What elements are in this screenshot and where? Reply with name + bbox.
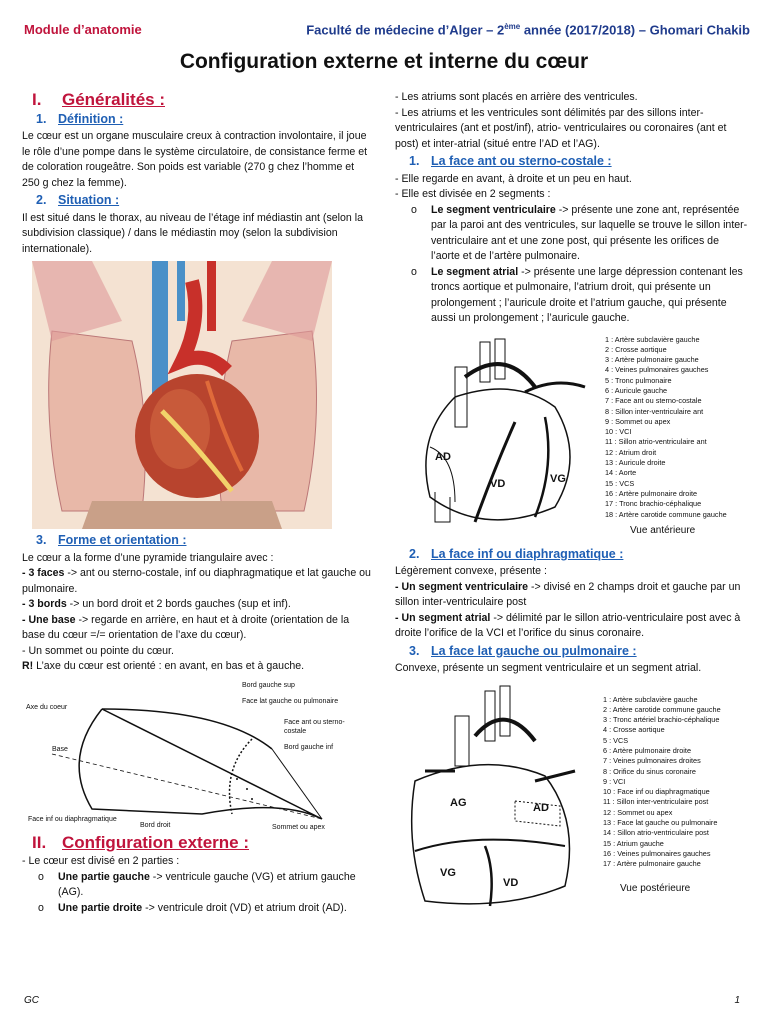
face-inf-l1: Légèrement convexe, présente : (395, 565, 547, 577)
subsection-face-ant (409, 154, 750, 170)
legend-item: 15 : VCS (605, 478, 635, 488)
legend-item: 10 : Face inf ou diaphragmatique (603, 787, 710, 797)
legend-item: 15 : Atrium gauche (603, 838, 664, 848)
legend-item: 9 : Sommet ou apex (605, 416, 671, 426)
legend-item: 4 : Crosse aortique (603, 725, 665, 735)
legend-item: 5 : VCS (603, 735, 629, 745)
face-ant-segment-atrial: o Le segment atrial -> présente une large dépression contenant les troncs aortique et pulmonaire, l’atrium droit, qui présente un prolongement ; l’auricule droite et l’atrium gauche, qui présente aussi un prolongement ; l’auricule gauche. (411, 265, 743, 324)
legend-item: 8 : Orifice du sinus coronaire (603, 766, 696, 776)
legend-item: 5 : Tronc pulmonaire (605, 375, 672, 385)
forme-bords-bold: - 3 bords (22, 598, 67, 610)
subsection-title: Forme et orientation : (58, 533, 187, 547)
posterior-view-figure (395, 681, 750, 911)
posterior-legend (603, 695, 721, 870)
posterior-caption: Vue postérieure (620, 882, 691, 894)
header-module: Module d’anatomie (24, 22, 142, 37)
subsection-number: 1. (36, 111, 47, 126)
legend-item: 12 : Atrium droit (605, 447, 657, 457)
subsection-face-lat (409, 644, 750, 660)
face-ant-sv-bold: Le segment ventriculaire (431, 203, 556, 216)
label-vd-post: VD (503, 876, 519, 889)
ce-partie-droite: o Une partie droite -> ventricule droit (VD) et atrium droit (AD). (38, 901, 347, 914)
face-inf-sa-bold: - Un segment atrial (395, 611, 491, 624)
legend-item: 1 : Artère subclavière gauche (605, 334, 700, 344)
section-title: Généralités : (62, 90, 165, 109)
situation-text: Il est situé dans le thorax, au niveau de l’étage inf médiastin ant (selon la subdivision classique) / dans le médiastin moy (selon la subdivision internationale). (22, 211, 363, 255)
subsection-situation (36, 193, 374, 209)
legend-item: 3 : Artère pulmonaire gauche (605, 355, 699, 365)
face-lat-l1: Convexe, présente un segment ventriculaire et un segment atrial. (395, 662, 702, 674)
forme-bords (22, 597, 374, 613)
heart-thorax-image (32, 261, 332, 529)
subsection-title: La face ant ou sterno-costale : (431, 154, 612, 168)
legend-item: 12 : Sommet ou apex (603, 807, 673, 817)
posterior-heart-drawing (395, 681, 605, 911)
legend-item: 1 : Artère subclavière gauche (603, 694, 698, 704)
section-generalites (32, 92, 374, 108)
pyramid-diagram (22, 679, 362, 831)
legend-item: 17 : Tronc brachio-céphalique (605, 499, 702, 509)
face-ant-sv-text: -> présente une zone ant, représentée par la paroi ant des ventricules, sur laquelle se trouve le sillon inter-ventriculaire ant et une zone post, qui présente les orifices de l’aorte et de l’artère pulmonaire. (431, 203, 748, 262)
section-number: II. (32, 832, 47, 852)
label-bord-gauche-inf: Bord gauche inf (284, 743, 334, 751)
section-title: Configuration externe : (62, 832, 250, 852)
legend-item: 7 : Face ant ou sterno-costale (605, 396, 702, 406)
legend-item: 11 : Sillon atrio-ventriculaire ant (605, 437, 707, 447)
ce-gauche-text: -> ventricule gauche (VG) et atrium gauche (AG). (58, 870, 356, 898)
legend-item: 2 : Artère carotide commune gauche (603, 704, 721, 714)
section-number: I. (32, 90, 42, 109)
label-vg-post: VG (440, 866, 456, 879)
atrium-text-1: - Les atriums sont placés en arrière des ventricules. (395, 91, 638, 103)
legend-item: 18 : Artère carotide commune gauche (605, 509, 727, 519)
header-faculty-b: année (2017/2018) – Ghomari Chakib (520, 22, 750, 38)
forme-remarque-bold: R! (22, 660, 34, 672)
header-faculty (306, 22, 750, 37)
anterior-legend (605, 335, 727, 520)
legend-item: 13 : Face lat gauche ou pulmonaire (603, 818, 718, 828)
legend-item: 14 : Aorte (605, 468, 637, 478)
header-faculty-sup: ème (504, 22, 521, 31)
legend-item: 17 : Artère pulmonaire gauche (603, 859, 701, 869)
forme-intro: Le cœur a la forme d’une pyramide triangulaire avec : (22, 551, 274, 564)
legend-item: 11 : Sillon inter-ventriculaire post (603, 797, 709, 807)
face-inf-segment-atrial (395, 611, 750, 642)
ce-partie-gauche: o Une partie gauche -> ventricule gauche (VG) et atrium gauche (AG). (38, 870, 356, 898)
header-faculty-a: Faculté de médecine d’Alger – 2 (306, 22, 505, 38)
label-face-lat-gauche: Face lat gauche ou pulmonaire (242, 697, 339, 705)
forme-faces-bold: - 3 faces (22, 567, 65, 579)
face-ant-sa-text: -> présente une large dépression contenant les troncs aortique et pulmonaire, l’atrium droit, qui présente un prolongement ; l’auricule droite et l’atrium gauche, qui présente aussi un prolongement ; l’auricule gauche. (431, 265, 743, 324)
label-bord-gauche-sup: Bord gauche sup (242, 681, 295, 689)
subsection-number: 3. (36, 533, 47, 547)
face-inf-sa-text: -> délimité par le sillon atrio-ventriculaire post avec à droite l’orifice de la VCI et l’orifice du sinus coronaire. (395, 611, 741, 639)
label-sommet: Sommet ou apex (272, 823, 325, 831)
ce-droite-text: -> ventricule droit (VD) et atrium droit (AD). (142, 901, 347, 914)
forme-base-text: -> regarde en arrière, en haut et à droite (orientation de la base du cœur =/= orientation de l’axe du cœur). (22, 613, 350, 641)
legend-item: 7 : Veines pulmonaires droites (603, 756, 701, 766)
legend-item: 9 : VCI (603, 776, 626, 786)
subsection-number: 1. (409, 154, 420, 168)
subsection-number: 2. (36, 193, 47, 207)
subsection-title: Définition : (58, 111, 124, 126)
subsection-title: La face inf ou diaphragmatique : (431, 546, 624, 561)
ce-droite-bold: Une partie droite (58, 901, 143, 914)
forme-base (22, 613, 374, 644)
anterior-heart-drawing (395, 337, 600, 532)
anterior-view-figure (395, 331, 750, 543)
legend-item: 13 : Auricule droite (605, 458, 666, 468)
face-ant-l2: - Elle est divisée en 2 segments : (395, 188, 551, 200)
face-ant-sa-bold: Le segment atrial (431, 265, 519, 278)
label-vg: VG (550, 472, 566, 485)
subsection-face-inf (409, 547, 750, 563)
subsection-title: Situation : (58, 193, 120, 207)
forme-faces (22, 566, 374, 597)
legend-item: 6 : Artère pulmonaire droite (603, 745, 692, 755)
subsection-forme (36, 533, 374, 549)
label-ag: AG (450, 796, 467, 809)
right-column (395, 90, 750, 915)
legend-item: 2 : Crosse aortique (605, 344, 667, 354)
label-bord-droit: Bord droit (140, 821, 171, 829)
forme-remarque (22, 659, 374, 675)
footer-initials: GC (24, 995, 39, 1006)
label-base: Base (52, 745, 68, 753)
forme-faces-text: -> ant ou sterno-costale, inf ou diaphragmatique et lat gauche ou pulmonaire. (22, 567, 371, 595)
pyramid-drawing (22, 679, 362, 831)
legend-item: 4 : Veines pulmonaires gauches (605, 365, 709, 375)
forme-remarque-text: L’axe du cœur est orienté : en avant, en bas et à gauche. (33, 660, 305, 672)
definition-text: Le cœur est un organe musculaire creux à contraction involontaire, il joue le rôle d’une pompe dans le système circulatoire, de consistance ferme et de coloration rougeâtre. Son poids est variable (270 g chez l’homme et 250 g chez la femme). (22, 130, 368, 189)
face-ant-l1: - Elle regarde en avant, à droite et un peu en haut. (395, 172, 632, 185)
subsection-definition (36, 112, 374, 128)
label-face-ant-1: Face ant ou sterno- (284, 718, 345, 726)
label-axe-coeur: Axe du coeur (26, 703, 68, 711)
legend-item: 6 : Auricule gauche (605, 385, 668, 395)
label-vd: VD (490, 477, 506, 490)
forme-base-bold: - Une base (22, 613, 76, 626)
page-number: 1 (734, 995, 740, 1006)
ce-gauche-bold: Une partie gauche (58, 870, 150, 883)
face-inf-sv-bold: - Un segment ventriculaire (395, 580, 529, 593)
subsection-number: 2. (409, 546, 420, 561)
face-inf-sv-text: -> divisé en 2 champs droit et gauche par un sillon inter-ventriculaire post (395, 580, 741, 608)
forme-sommet: - Un sommet ou pointe du cœur. (22, 644, 174, 657)
face-ant-segment-ventriculaire: o Le segment ventriculaire -> présente une zone ant, représentée par la paroi ant des ventricules, sur laquelle se trouve le sillon inter-ventriculaire ant et une zone post, qui présente les orifices de l’aorte et de l’artère pulmonaire. (411, 203, 748, 262)
legend-item: 8 : Sillon inter-ventriculaire ant (605, 406, 704, 416)
legend-item: 3 : Tronc artériel brachio-céphalique (603, 715, 720, 725)
label-face-ant-2: costale (284, 727, 307, 735)
section-configuration-externe (32, 832, 374, 852)
label-face-inf: Face inf ou diaphragmatique (28, 815, 117, 823)
legend-item: 14 : Sillon atrio-ventriculaire post (603, 828, 709, 838)
page-title: Configuration externe et interne du cœur (179, 50, 589, 73)
label-ad: AD (435, 450, 451, 463)
subsection-title: La face lat gauche ou pulmonaire : (431, 643, 637, 658)
thorax-illustration (32, 261, 332, 529)
legend-item: 16 : Veines pulmonaires gauches (603, 848, 711, 858)
label-ad-post: AD (533, 801, 549, 814)
atrium-text-2: - Les atriums et les ventricules sont délimités par des sillons inter-ventriculaires (ant et post/inf), atrio- ventriculaires ou coronaires (ant et post) et inter-atrial (situé entre l’AD et l’AG). (395, 106, 727, 150)
left-column (22, 90, 374, 916)
legend-item: 10 : VCI (605, 427, 632, 437)
anterior-caption: Vue antérieure (630, 524, 696, 536)
face-inf-segment-ventriculaire (395, 580, 750, 611)
ce-intro: - Le cœur est divisé en 2 parties : (22, 855, 180, 867)
legend-item: 16 : Artère pulmonaire droite (605, 488, 698, 498)
subsection-number: 3. (409, 643, 420, 658)
forme-bords-text: -> un bord droit et 2 bords gauches (sup et inf). (66, 598, 291, 610)
